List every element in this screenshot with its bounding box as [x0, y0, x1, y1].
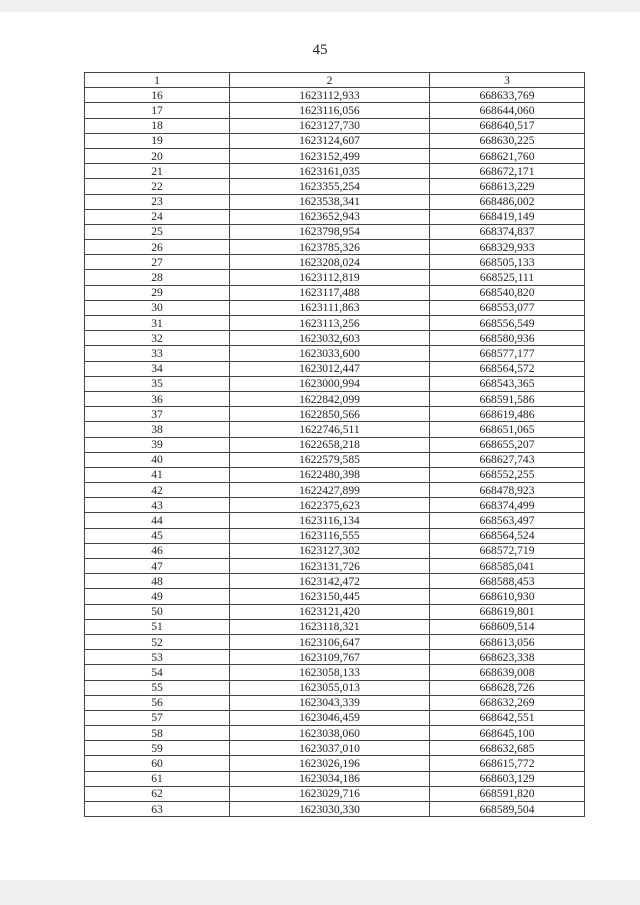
table-row [85, 665, 585, 680]
point-number-cell: 33 [85, 346, 230, 361]
table-row [85, 164, 585, 179]
x-coordinate-cell: 1622480,398 [230, 467, 430, 482]
y-coordinate-cell: 668588,453 [430, 574, 585, 589]
x-coordinate-cell: 1622850,566 [230, 407, 430, 422]
point-number-cell: 29 [85, 285, 230, 300]
y-coordinate-cell: 668486,002 [430, 194, 585, 209]
y-coordinate-cell: 668630,225 [430, 133, 585, 148]
table-row [85, 741, 585, 756]
y-coordinate-cell: 668627,743 [430, 452, 585, 467]
table-row [85, 513, 585, 528]
table-row [85, 407, 585, 422]
table-row [85, 224, 585, 239]
y-coordinate-cell: 668478,923 [430, 483, 585, 498]
point-number-cell: 39 [85, 437, 230, 452]
x-coordinate-cell: 1622842,099 [230, 391, 430, 406]
y-coordinate-cell: 668609,514 [430, 619, 585, 634]
y-coordinate-cell: 668633,769 [430, 88, 585, 103]
table-row [85, 300, 585, 315]
y-coordinate-cell: 668564,524 [430, 528, 585, 543]
point-number-cell: 26 [85, 240, 230, 255]
x-coordinate-cell: 1623538,341 [230, 194, 430, 209]
y-coordinate-cell: 668540,820 [430, 285, 585, 300]
y-coordinate-cell: 668589,504 [430, 802, 585, 817]
y-coordinate-cell: 668580,936 [430, 331, 585, 346]
table-row [85, 133, 585, 148]
point-number-cell: 38 [85, 422, 230, 437]
point-number-cell: 62 [85, 786, 230, 801]
x-coordinate-cell: 1623127,730 [230, 118, 430, 133]
y-coordinate-cell: 668556,549 [430, 316, 585, 331]
y-coordinate-cell: 668655,207 [430, 437, 585, 452]
x-coordinate-cell: 1623055,013 [230, 680, 430, 695]
table-row [85, 376, 585, 391]
document-page [0, 12, 640, 880]
point-number-cell: 46 [85, 543, 230, 558]
x-coordinate-cell: 1623117,488 [230, 285, 430, 300]
y-coordinate-cell: 668603,129 [430, 771, 585, 786]
table-row [85, 118, 585, 133]
point-number-cell: 27 [85, 255, 230, 270]
table-row [85, 452, 585, 467]
point-number-cell: 56 [85, 695, 230, 710]
x-coordinate-cell: 1623798,954 [230, 224, 430, 239]
y-coordinate-cell: 668525,111 [430, 270, 585, 285]
x-coordinate-cell: 1623038,060 [230, 726, 430, 741]
x-coordinate-cell: 1623000,994 [230, 376, 430, 391]
point-number-cell: 48 [85, 574, 230, 589]
x-coordinate-cell: 1623124,607 [230, 133, 430, 148]
table-row [85, 619, 585, 634]
table-row [85, 756, 585, 771]
point-number-cell: 58 [85, 726, 230, 741]
point-number-cell: 36 [85, 391, 230, 406]
y-coordinate-cell: 668577,177 [430, 346, 585, 361]
table-row [85, 346, 585, 361]
x-coordinate-cell: 1622427,899 [230, 483, 430, 498]
x-coordinate-cell: 1623208,024 [230, 255, 430, 270]
table-row [85, 194, 585, 209]
y-coordinate-cell: 668553,077 [430, 300, 585, 315]
table-row [85, 786, 585, 801]
point-number-cell: 47 [85, 559, 230, 574]
y-coordinate-cell: 668543,365 [430, 376, 585, 391]
x-coordinate-cell: 1623116,134 [230, 513, 430, 528]
table-row [85, 103, 585, 118]
table-row [85, 179, 585, 194]
y-coordinate-cell: 668619,801 [430, 604, 585, 619]
table-row [85, 437, 585, 452]
table-row [85, 543, 585, 558]
header-cell-3: 3 [430, 73, 585, 88]
table-row [85, 285, 585, 300]
y-coordinate-cell: 668645,100 [430, 726, 585, 741]
x-coordinate-cell: 1623012,447 [230, 361, 430, 376]
point-number-cell: 52 [85, 634, 230, 649]
x-coordinate-cell: 1622658,218 [230, 437, 430, 452]
point-number-cell: 23 [85, 194, 230, 209]
point-number-cell: 40 [85, 452, 230, 467]
point-number-cell: 19 [85, 133, 230, 148]
table-row [85, 710, 585, 725]
y-coordinate-cell: 668610,930 [430, 589, 585, 604]
point-number-cell: 63 [85, 802, 230, 817]
y-coordinate-cell: 668564,572 [430, 361, 585, 376]
x-coordinate-cell: 1623131,726 [230, 559, 430, 574]
y-coordinate-cell: 668374,837 [430, 224, 585, 239]
y-coordinate-cell: 668615,772 [430, 756, 585, 771]
x-coordinate-cell: 1623118,321 [230, 619, 430, 634]
table-row [85, 634, 585, 649]
table-header-row [85, 73, 585, 88]
y-coordinate-cell: 668621,760 [430, 148, 585, 163]
x-coordinate-cell: 1623150,445 [230, 589, 430, 604]
x-coordinate-cell: 1623111,863 [230, 300, 430, 315]
point-number-cell: 61 [85, 771, 230, 786]
header-cell-1: 1 [85, 73, 230, 88]
table-row [85, 802, 585, 817]
table-row [85, 316, 585, 331]
y-coordinate-cell: 668623,338 [430, 650, 585, 665]
y-coordinate-cell: 668374,499 [430, 498, 585, 513]
table-row [85, 695, 585, 710]
table-row [85, 559, 585, 574]
x-coordinate-cell: 1622579,585 [230, 452, 430, 467]
point-number-cell: 37 [85, 407, 230, 422]
y-coordinate-cell: 668628,726 [430, 680, 585, 695]
point-number-cell: 42 [85, 483, 230, 498]
y-coordinate-cell: 668563,497 [430, 513, 585, 528]
x-coordinate-cell: 1623121,420 [230, 604, 430, 619]
table-row [85, 209, 585, 224]
point-number-cell: 20 [85, 148, 230, 163]
table-row [85, 589, 585, 604]
x-coordinate-cell: 1623046,459 [230, 710, 430, 725]
y-coordinate-cell: 668632,685 [430, 741, 585, 756]
point-number-cell: 54 [85, 665, 230, 680]
y-coordinate-cell: 668644,060 [430, 103, 585, 118]
point-number-cell: 21 [85, 164, 230, 179]
y-coordinate-cell: 668640,517 [430, 118, 585, 133]
y-coordinate-cell: 668552,255 [430, 467, 585, 482]
x-coordinate-cell: 1623029,716 [230, 786, 430, 801]
table-row [85, 604, 585, 619]
y-coordinate-cell: 668642,551 [430, 710, 585, 725]
point-number-cell: 16 [85, 88, 230, 103]
page-number: 45 [312, 42, 328, 58]
table-row [85, 574, 585, 589]
x-coordinate-cell: 1623113,256 [230, 316, 430, 331]
x-coordinate-cell: 1623033,600 [230, 346, 430, 361]
x-coordinate-cell: 1623106,647 [230, 634, 430, 649]
x-coordinate-cell: 1623109,767 [230, 650, 430, 665]
table-row [85, 255, 585, 270]
x-coordinate-cell: 1623355,254 [230, 179, 430, 194]
table-row [85, 391, 585, 406]
x-coordinate-cell: 1623112,933 [230, 88, 430, 103]
x-coordinate-cell: 1623652,943 [230, 209, 430, 224]
point-number-cell: 18 [85, 118, 230, 133]
x-coordinate-cell: 1623152,499 [230, 148, 430, 163]
table-row [85, 771, 585, 786]
x-coordinate-cell: 1623037,010 [230, 741, 430, 756]
table-row [85, 361, 585, 376]
x-coordinate-cell: 1622375,623 [230, 498, 430, 513]
y-coordinate-cell: 668613,229 [430, 179, 585, 194]
point-number-cell: 49 [85, 589, 230, 604]
point-number-cell: 41 [85, 467, 230, 482]
table-row [85, 726, 585, 741]
table-row [85, 650, 585, 665]
table-row [85, 88, 585, 103]
table-row [85, 270, 585, 285]
y-coordinate-cell: 668591,820 [430, 786, 585, 801]
point-number-cell: 25 [85, 224, 230, 239]
y-coordinate-cell: 668613,056 [430, 634, 585, 649]
point-number-cell: 45 [85, 528, 230, 543]
header-cell-2: 2 [230, 73, 430, 88]
table-row [85, 331, 585, 346]
y-coordinate-cell: 668591,586 [430, 391, 585, 406]
y-coordinate-cell: 668672,171 [430, 164, 585, 179]
point-number-cell: 43 [85, 498, 230, 513]
table-row [85, 148, 585, 163]
x-coordinate-cell: 1623034,186 [230, 771, 430, 786]
point-number-cell: 50 [85, 604, 230, 619]
y-coordinate-cell: 668419,149 [430, 209, 585, 224]
x-coordinate-cell: 1623043,339 [230, 695, 430, 710]
coordinates-table [84, 72, 585, 817]
x-coordinate-cell: 1623112,819 [230, 270, 430, 285]
x-coordinate-cell: 1622746,511 [230, 422, 430, 437]
x-coordinate-cell: 1623026,196 [230, 756, 430, 771]
table-row [85, 483, 585, 498]
y-coordinate-cell: 668505,133 [430, 255, 585, 270]
y-coordinate-cell: 668585,041 [430, 559, 585, 574]
table-row [85, 528, 585, 543]
y-coordinate-cell: 668639,008 [430, 665, 585, 680]
point-number-cell: 28 [85, 270, 230, 285]
table-row [85, 240, 585, 255]
y-coordinate-cell: 668572,719 [430, 543, 585, 558]
y-coordinate-cell: 668619,486 [430, 407, 585, 422]
point-number-cell: 17 [85, 103, 230, 118]
table-row [85, 498, 585, 513]
x-coordinate-cell: 1623030,330 [230, 802, 430, 817]
x-coordinate-cell: 1623116,555 [230, 528, 430, 543]
point-number-cell: 60 [85, 756, 230, 771]
point-number-cell: 53 [85, 650, 230, 665]
point-number-cell: 51 [85, 619, 230, 634]
point-number-cell: 22 [85, 179, 230, 194]
table-row [85, 680, 585, 695]
point-number-cell: 57 [85, 710, 230, 725]
point-number-cell: 34 [85, 361, 230, 376]
x-coordinate-cell: 1623785,326 [230, 240, 430, 255]
y-coordinate-cell: 668632,269 [430, 695, 585, 710]
x-coordinate-cell: 1623116,056 [230, 103, 430, 118]
x-coordinate-cell: 1623058,133 [230, 665, 430, 680]
table-row [85, 422, 585, 437]
point-number-cell: 35 [85, 376, 230, 391]
point-number-cell: 59 [85, 741, 230, 756]
y-coordinate-cell: 668329,933 [430, 240, 585, 255]
x-coordinate-cell: 1623142,472 [230, 574, 430, 589]
point-number-cell: 31 [85, 316, 230, 331]
point-number-cell: 44 [85, 513, 230, 528]
table-row [85, 467, 585, 482]
x-coordinate-cell: 1623032,603 [230, 331, 430, 346]
point-number-cell: 32 [85, 331, 230, 346]
point-number-cell: 24 [85, 209, 230, 224]
point-number-cell: 55 [85, 680, 230, 695]
y-coordinate-cell: 668651,065 [430, 422, 585, 437]
x-coordinate-cell: 1623127,302 [230, 543, 430, 558]
x-coordinate-cell: 1623161,035 [230, 164, 430, 179]
point-number-cell: 30 [85, 300, 230, 315]
